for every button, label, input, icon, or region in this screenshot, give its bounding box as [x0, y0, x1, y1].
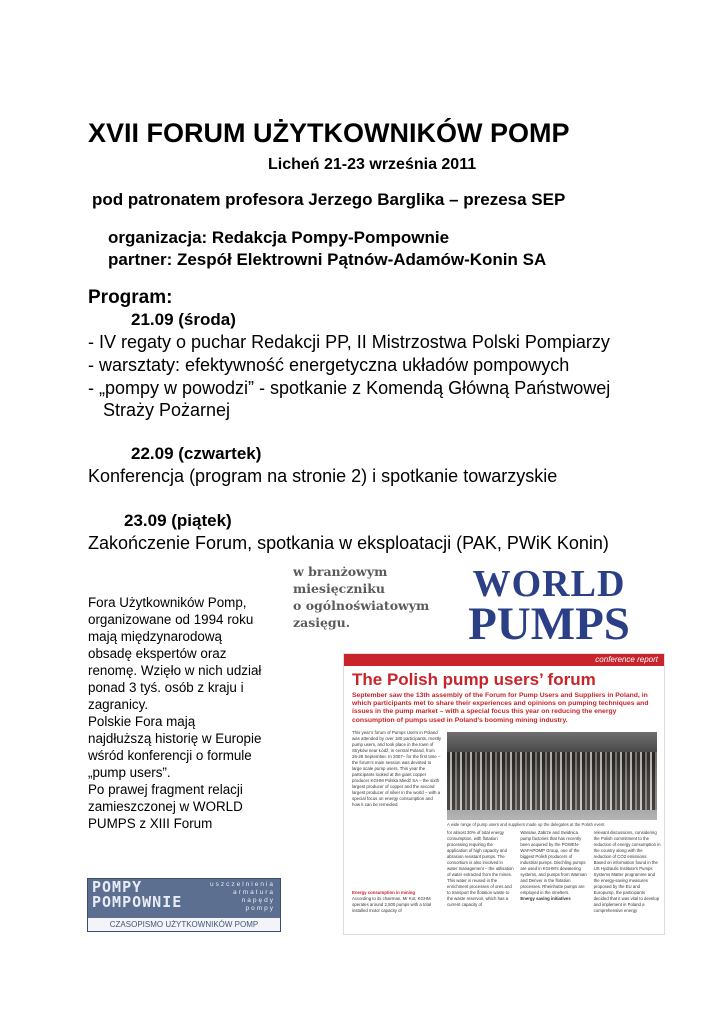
column-text: According to its chairman, Mr Kot, KGHM operates around 2,500 pumps with a total installed motor capacity of: [352, 896, 432, 913]
description-line: organizowane od 1994 roku: [88, 612, 254, 627]
partner-line: partner: Zespół Elektrowni Pątnów-Adamów-Konin SA: [108, 250, 547, 269]
group-photo: [447, 732, 657, 820]
article-subheading: Energy saving initiatives: [520, 896, 571, 901]
description-line: ponad 3 tyś. osób z kraju i: [88, 680, 244, 695]
pompy-pompownie-logo: [87, 878, 281, 932]
event-date: Licheń 21-23 września 2011: [268, 156, 477, 173]
article-column: [520, 830, 587, 914]
tagline-line: o ogólnoświatowym: [293, 598, 430, 613]
article-columns: [447, 830, 661, 914]
column-text: relevant discussions, considering the Polish commitment to the reduction of energy consumption in the country along with the reduction of CO2 emissions. Based on information found in the US Hydraulic Institute’s Pumps Systems Matter programme and the energy-saving measures proposed by the EU and Europump, the participants decided that it was vital to develop and implement in Poland a comprehensive energy: [593, 830, 661, 913]
logo-side-word: pompy: [245, 905, 275, 912]
description-line: zagranicy.: [88, 697, 149, 712]
magazine-clipping: [293, 563, 665, 933]
logo-side-word: armatura: [232, 889, 275, 896]
program-line: - IV regaty o puchar Redakcji PP, II Mistrzostwa Polski Pompiarzy: [88, 332, 610, 352]
logo-wordmark: [92, 880, 182, 910]
logo-word: POMPOWNIE: [92, 893, 183, 911]
organization-line: organizacja: Redakcja Pompy-Pompownie: [108, 228, 450, 247]
article-title: The Polish pump users’ forum: [352, 670, 596, 689]
clip-tagline: [293, 563, 430, 631]
logo-side-word: napędy: [241, 897, 275, 904]
day-heading: 21.09 (środa): [131, 310, 236, 329]
logo-word: POMPY: [92, 878, 143, 896]
program-heading: Program:: [88, 287, 173, 308]
logo-side-word: uszczelnienia: [209, 881, 275, 888]
description-line: zamieszczonej w WORLD: [88, 799, 243, 814]
article-column: This year’s forum of Pumps Users in Poland was attended by over 180 participants, mostly pump users, and took place in the town of Stryków near Łódź, in central Poland, from 26-28 September. In 2007– for the first time – the forum’s main session was devoted to large scale pump users. This year the participants looked at the giant copper producer KGHM Polska Miedź SA – the sixth largest producer of copper and the second largest producer of silver in the world – with a special focus on energy consumption and how it can be remedied.: [352, 730, 442, 807]
day-heading: 23.09 (piątek): [124, 511, 232, 530]
description-line: mają międzynarodową: [88, 629, 222, 644]
article-column: [594, 830, 661, 914]
article-excerpt: [343, 653, 665, 935]
description-line: Po prawej fragment relacji: [88, 782, 243, 797]
description-line: Fora Użytkowników Pomp,: [88, 595, 247, 610]
forum-description: [88, 594, 288, 832]
program-line: Straży Pożarnej: [103, 400, 231, 420]
logo-word: WORLD: [472, 563, 626, 605]
page-title: XVII FORUM UŻYTKOWNIKÓW POMP: [88, 118, 570, 148]
article-column: [447, 830, 514, 914]
section-label: conference report: [344, 654, 664, 666]
description-line: najdłuższą historię w Europie: [88, 731, 262, 746]
tagline-line: miesięczniku: [293, 581, 385, 596]
description-line: wśród konferencji o formule: [88, 748, 252, 763]
program-line: - warsztaty: efektywność energetyczna układów pompowych: [88, 355, 570, 375]
column-text: for almost 30% of total energy consumption, with flotation processing requiring the application of high capacity and abrasion resistant pumps. The consortium is also involved in water management – the utilisation of water extracted from the mines. This water is reused in the enrichment processes of ores and to transport the flotation waste to the waste reservoir, which has a current capacity of: [447, 830, 514, 907]
logo-side-words: [210, 881, 275, 913]
tagline-line: zasięgu.: [293, 615, 351, 630]
article-column: [352, 890, 442, 914]
tagline-line: w branżowym: [293, 564, 388, 579]
logo-subtitle: CZASOPISMO UŻYTKOWNIKÓW POMP: [88, 918, 280, 931]
photo-caption: A wide range of pump users and suppliers made up the delegates at the Polish event.: [447, 822, 606, 827]
logo-word: PUMPS: [468, 598, 630, 650]
program-line: Zakończenie Forum, spotkania w eksploatacji (PAK, PWiK Konin): [88, 533, 609, 553]
column-text: Warsaw, Zabrze and Swidnica pump factories that has recently been acquired by the POWEN-WAFAPOMP Group, one of the biggest Polish producers of industrial pumps. Dischling pumps are used in KGHM’s dewatering systems, and pumps from Warman and Denver in the flotation processes. Rheinhutte pumps are employed in the smelters.: [520, 830, 587, 895]
description-line: „pump users”.: [88, 765, 171, 780]
program-line: - „pompy w powodzi” - spotkanie z Komendą Główną Państwowej: [88, 378, 611, 398]
description-line: Polskie Fora mają: [88, 714, 196, 729]
article-subheading: Energy consumption in mining: [352, 890, 416, 895]
patronage-line: pod patronatem profesora Jerzego Barglika – prezesa SEP: [92, 190, 566, 209]
world-pumps-logo: [435, 565, 663, 648]
day-heading: 22.09 (czwartek): [131, 444, 262, 463]
description-line: PUMPS z XIII Forum: [88, 816, 213, 831]
description-line: obsadę ekspertów oraz: [88, 646, 227, 661]
article-lead: September saw the 13th assembly of the Forum for Pump Users and Suppliers in Poland, in which participants met to share their experiences and opinions on pumping techniques and issues in the pump market – with a special focus this year on reducing the energy consumption of pumps used in Poland’s booming mining industry.: [352, 692, 649, 724]
program-line: Konferencja (program na stronie 2) i spotkanie towarzyskie: [88, 466, 558, 486]
description-line: renomę. Wzięło w nich udział: [88, 663, 262, 678]
